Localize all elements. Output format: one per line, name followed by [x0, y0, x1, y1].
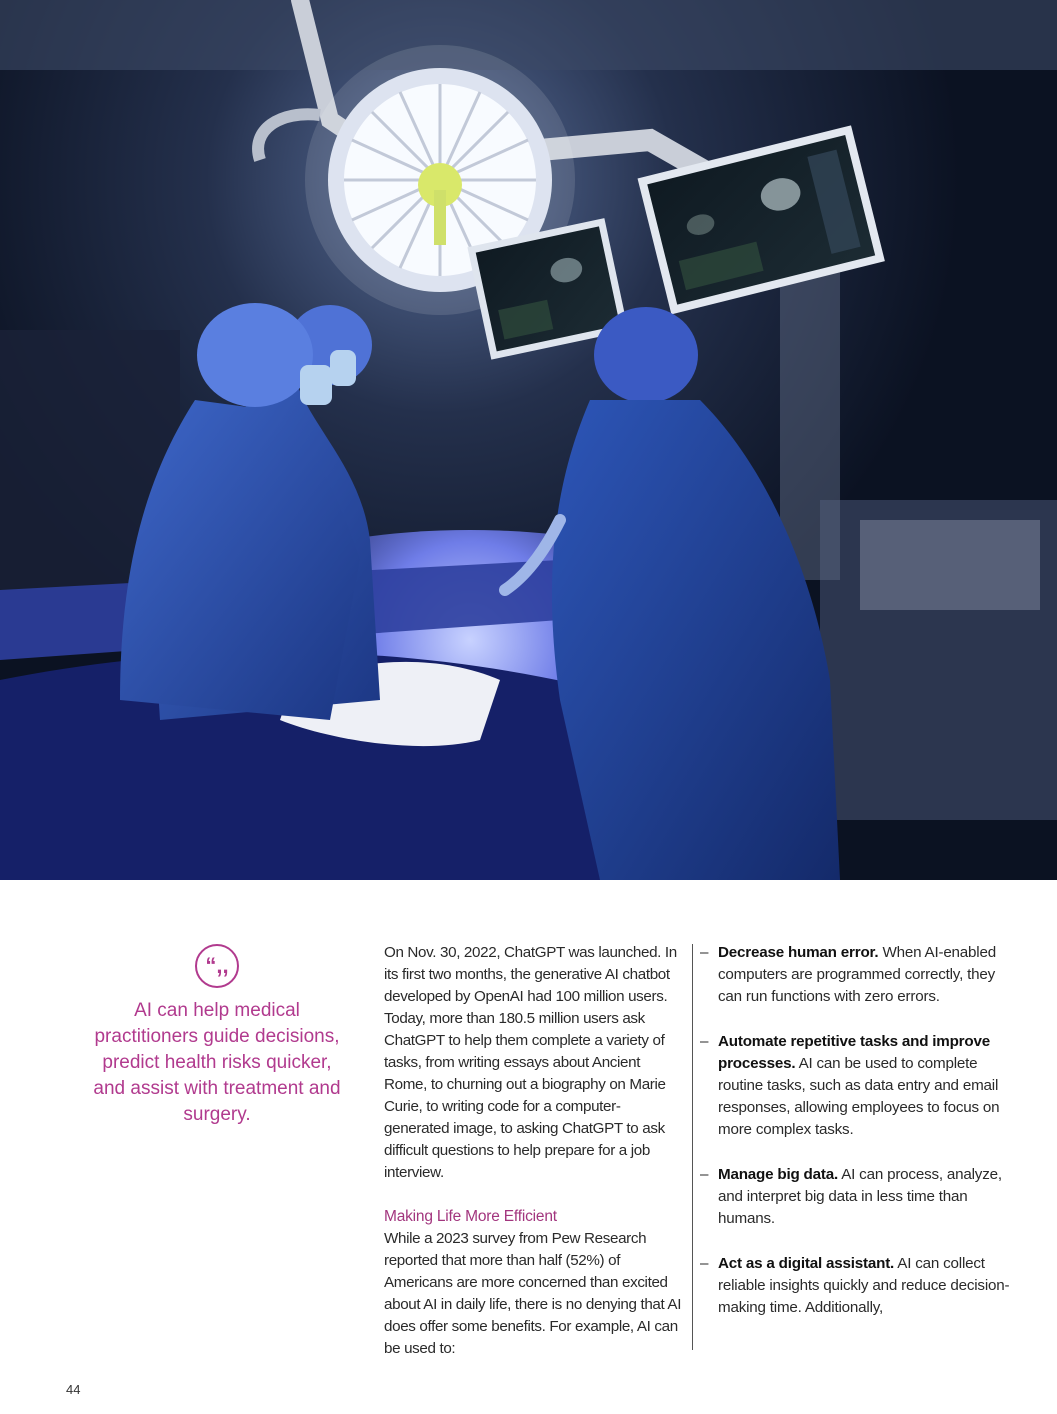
benefit-body: AI can process, analyze, and interpret big data in less time than humans. — [718, 1166, 1002, 1227]
benefits-list — [700, 942, 1018, 1342]
benefit-title: Decrease human error. — [718, 944, 879, 961]
benefit-body: AI can be used to complete routine tasks, such as data entry and email responses, allowing employees to focus on more complex tasks. — [718, 1055, 1000, 1138]
section-heading: Making Life More Efficient — [384, 1208, 557, 1225]
pull-quote — [86, 944, 348, 1128]
section-paragraph: While a 2023 survey from Pew Research reported that more than half (52%) of Americans are more concerned than excited about AI in daily life, there is no denying that AI does offer some benefits. For example, AI can be used to: — [384, 1230, 682, 1357]
benefit-title: Automate repetitive tasks and improve processes. — [718, 1033, 990, 1072]
list-item: – Manage big data. AI can process, analyze, and interpret big data in less time than humans. — [700, 1166, 1002, 1227]
pull-quote-text: AI can help medical practitioners guide decisions, predict health risks quicker, and assist with treatment and surgery. — [93, 1000, 341, 1125]
benefit-title: Manage big data. — [718, 1166, 839, 1183]
benefit-body: AI can collect reliable insights quickly and reduce decision-making time. Additionally, — [718, 1255, 1010, 1316]
benefit-body: When AI-enabled computers are programmed correctly, they can run functions with zero errors. — [718, 944, 996, 1005]
list-item: – Act as a digital assistant. AI can collect reliable insights quickly and reduce decision-making time. Additionally, — [700, 1255, 1010, 1316]
article-column — [384, 942, 684, 1360]
intro-paragraph: On Nov. 30, 2022, ChatGPT was launched. In its first two months, the generative AI chatbot developed by OpenAI had 100 million users. Today, more than 180.5 million users ask ChatGPT to help them complete a variety of tasks, from writing essays about Ancient Rome, to churning out a biography on Marie Curie, to writing code for a computer-generated image, to asking ChatGPT to ask difficult questions to help prepare for a job interview. — [384, 944, 677, 1181]
column-divider — [692, 944, 693, 1350]
page-number: 44 — [66, 1382, 81, 1397]
list-item: – Automate repetitive tasks and improve processes. AI can be used to complete routine tasks, such as data entry and email responses, allowing employees to focus on more complex tasks. — [700, 1033, 1000, 1138]
quote-icon: “,, — [195, 944, 239, 988]
list-item: – Decrease human error. When AI-enabled computers are programmed correctly, they can run functions with zero errors. — [700, 944, 996, 1005]
benefit-title: Act as a digital assistant. — [718, 1255, 895, 1272]
